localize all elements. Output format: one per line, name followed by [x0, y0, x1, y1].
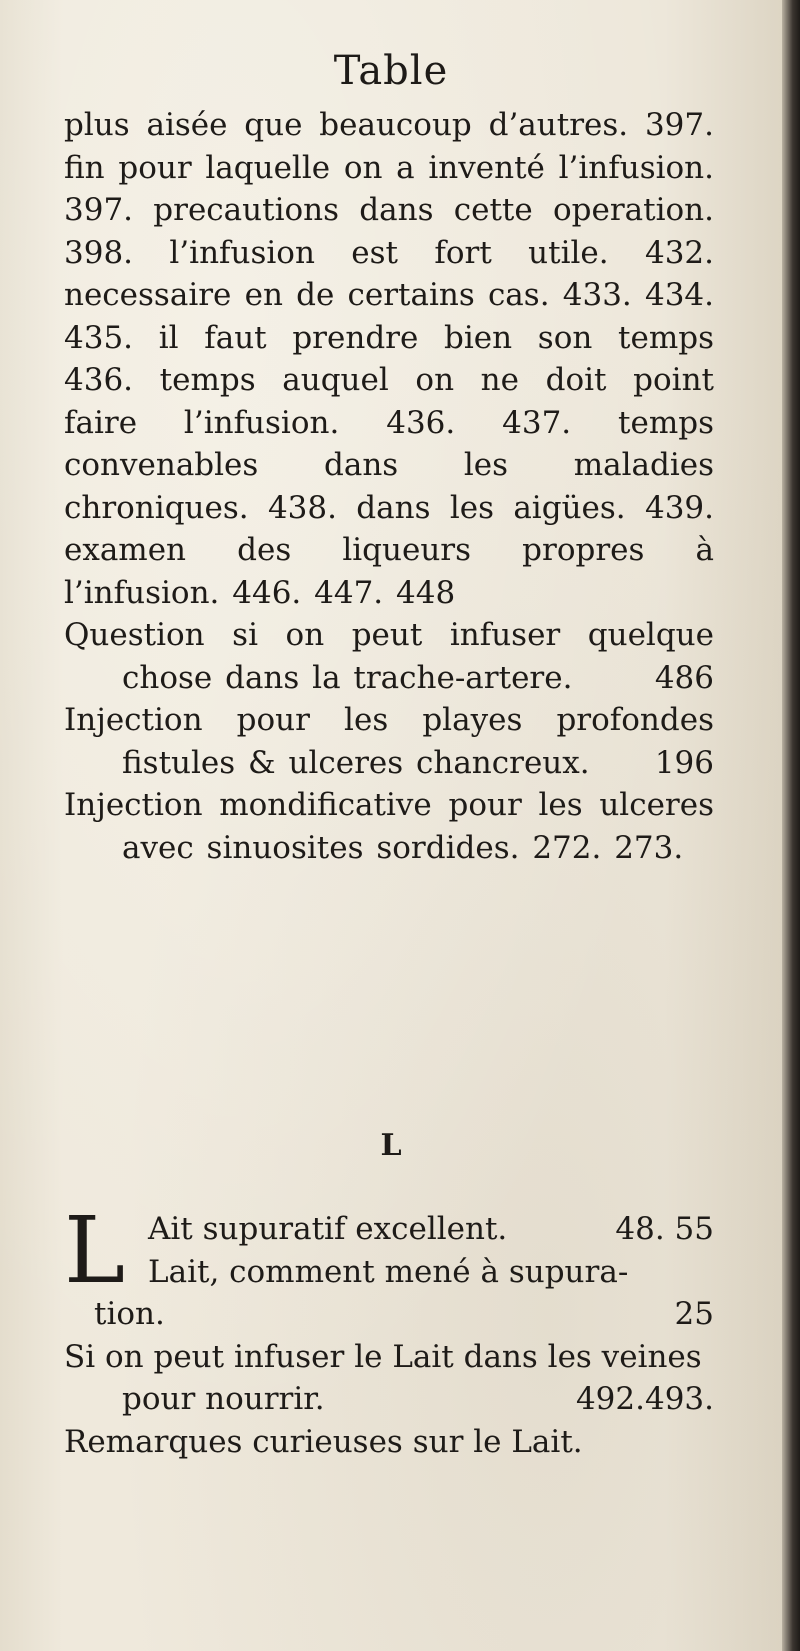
- entry-pages: 486: [654, 659, 714, 696]
- entry-text: tion.: [94, 1296, 165, 1332]
- entry-pages: 196: [654, 744, 714, 781]
- book-gutter-shadow: [782, 0, 800, 1651]
- index-entry: [64, 614, 714, 699]
- section-letter: L: [380, 1128, 402, 1163]
- entry-pages: 48. 55: [615, 1211, 714, 1247]
- section-l-entries: [64, 1197, 714, 1463]
- entry-text: Lait, comment mené à supura-: [148, 1253, 629, 1290]
- entry-text: Remarques curieuses sur le Lait.: [64, 1423, 583, 1460]
- entry-text: Ait supuratif excellent.: [148, 1211, 508, 1247]
- dropcap-entry: [64, 1197, 714, 1304]
- entry-pages: 272. 273.: [532, 829, 684, 866]
- index-entry: [64, 1421, 714, 1464]
- entry-text: Question si on peut infuser quelque chose dans la trache-artere.: [64, 617, 714, 696]
- index-entry: [64, 699, 714, 784]
- running-head: Table: [333, 48, 449, 94]
- index-entry: [64, 784, 714, 869]
- entry-text: Si on peut infuser le Lait dans les veines pour nourrir.: [64, 1338, 702, 1417]
- index-entry: [64, 1336, 714, 1421]
- entry-pages: 25: [674, 1296, 714, 1332]
- entry-text: Injection pour les playes profondes fistules & ulceres chancreux.: [64, 702, 714, 781]
- continuation-entry: plus aisée que beaucoup d’autres. 397. fin pour laquelle on a inventé l’infusion. 397. precautions dans cette operation. 398. l’infusion est fort utile. 432. necessaire en de certains cas. 433. 434. 435. il faut prendre bien son temps 436. temps auquel on ne doit point faire l’infusion. 436. 437. temps convenables dans les maladies chroniques. 438. dans les aigües. 439. examen des liqueurs propres à l’infusion. 446. 447. 448: [64, 107, 714, 611]
- entry-text: Injection mondificative pour les ulceres avec sinuosites sordides.: [64, 787, 714, 866]
- entry-pages: 492.493.: [575, 1381, 714, 1417]
- index-body: [64, 104, 714, 869]
- drop-cap: L: [64, 1197, 126, 1304]
